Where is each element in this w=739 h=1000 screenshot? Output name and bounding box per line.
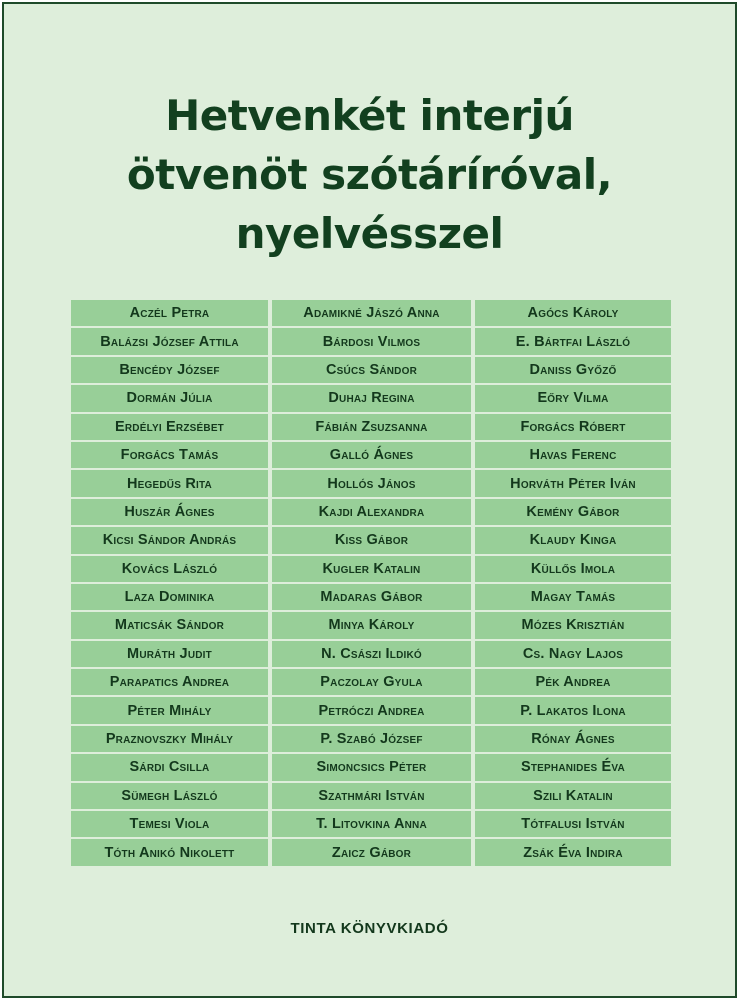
name-cell: Csúcs Sándor [272,357,471,383]
name-cell: Kajdi Alexandra [272,499,471,525]
interviewee-names-grid [71,300,671,866]
name-cell: Balázsi József Attila [71,328,268,354]
title-line-1: Hetvenkét interjú [165,91,574,140]
name-cell: Pék Andrea [475,669,671,695]
name-cell: Tótfalusi István [475,811,671,837]
name-cell: Küllős Imola [475,556,671,582]
name-cell: Kiss Gábor [272,527,471,553]
title-line-3: nyelvésszel [235,209,504,258]
name-cell: Minya Károly [272,612,471,638]
name-cell: Erdélyi Erzsébet [71,414,268,440]
name-cell: N. Császi Ildikó [272,641,471,667]
name-cell: Agócs Károly [475,300,671,326]
name-cell: Sümegh László [71,783,268,809]
name-cell: Rónay Ágnes [475,726,671,752]
name-cell: Forgács Róbert [475,414,671,440]
name-cell: Szili Katalin [475,783,671,809]
name-cell: Dormán Júlia [71,385,268,411]
name-cell: Eőry Vilma [475,385,671,411]
name-cell: Forgács Tamás [71,442,268,468]
name-cell: Hollós János [272,470,471,496]
name-cell: Aczél Petra [71,300,268,326]
name-cell: E. Bártfai László [475,328,671,354]
name-cell: Sárdi Csilla [71,754,268,780]
name-cell: Tóth Anikó Nikolett [71,839,268,865]
name-cell: Havas Ferenc [475,442,671,468]
name-cell: Hegedűs Rita [71,470,268,496]
name-cell: Simoncsics Péter [272,754,471,780]
name-cell: Galló Ágnes [272,442,471,468]
name-cell: Praznovszky Mihály [71,726,268,752]
name-cell: Cs. Nagy Lajos [475,641,671,667]
name-cell: Szathmári István [272,783,471,809]
name-cell: Mózes Krisztián [475,612,671,638]
name-cell: Kicsi Sándor András [71,527,268,553]
name-cell: Paczolay Gyula [272,669,471,695]
name-cell: Adamikné Jászó Anna [272,300,471,326]
name-cell: Fábián Zsuzsanna [272,414,471,440]
name-cell: Zsák Éva Indira [475,839,671,865]
name-cell: Klaudy Kinga [475,527,671,553]
name-cell: Magay Tamás [475,584,671,610]
name-cell: Kemény Gábor [475,499,671,525]
name-cell: Parapatics Andrea [71,669,268,695]
name-cell: Petróczi Andrea [272,697,471,723]
name-cell: Horváth Péter Iván [475,470,671,496]
name-cell: Duhaj Regina [272,385,471,411]
name-cell: Kugler Katalin [272,556,471,582]
name-cell: Laza Dominika [71,584,268,610]
book-title [4,86,735,263]
name-cell: Muráth Judit [71,641,268,667]
name-cell: Temesi Viola [71,811,268,837]
name-cell: P. Szabó József [272,726,471,752]
name-cell: Stephanides Éva [475,754,671,780]
publisher-name: TINTA KÖNYVKIADÓ [290,920,449,937]
name-cell: Bárdosi Vilmos [272,328,471,354]
name-cell: Daniss Győző [475,357,671,383]
book-cover [2,2,737,998]
name-cell: Bencédy József [71,357,268,383]
name-cell: Kovács László [71,556,268,582]
name-cell: T. Litovkina Anna [272,811,471,837]
name-cell: Madaras Gábor [272,584,471,610]
name-cell: Huszár Ágnes [71,499,268,525]
name-cell: Zaicz Gábor [272,839,471,865]
name-cell: Maticsák Sándor [71,612,268,638]
title-line-2: ötvenöt szótáríróval, [126,150,613,199]
name-cell: P. Lakatos Ilona [475,697,671,723]
name-cell: Péter Mihály [71,697,268,723]
